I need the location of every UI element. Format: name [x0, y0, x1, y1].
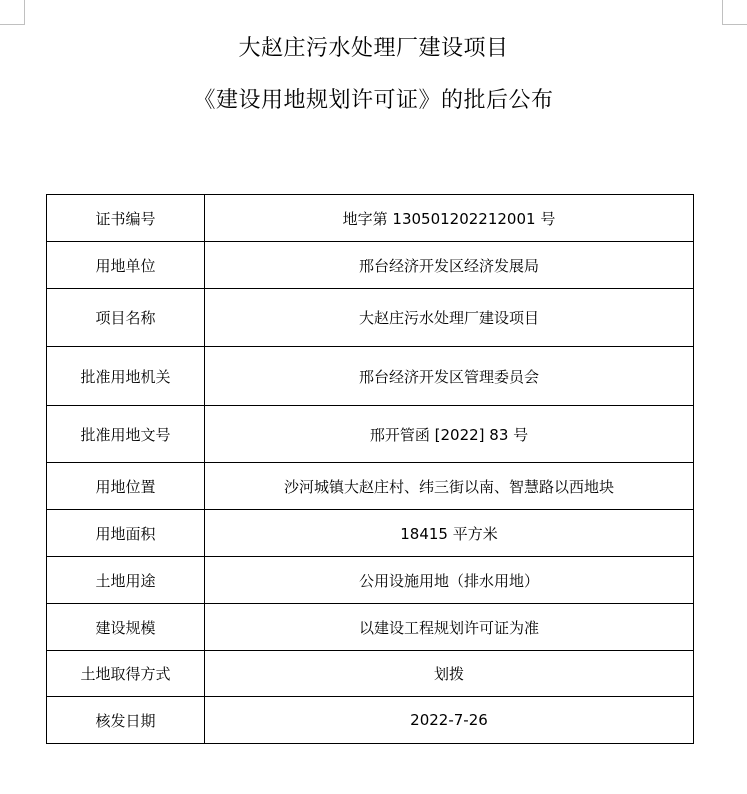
table-row-land-location [47, 463, 694, 510]
page-corner-mark-top-right [722, 0, 747, 25]
row-label: 用地面积 [47, 510, 205, 557]
row-label: 项目名称 [47, 289, 205, 347]
table-row-certificate-number [47, 195, 694, 242]
row-value: 邢台经济开发区管理委员会 [205, 347, 694, 406]
row-label: 用地单位 [47, 242, 205, 289]
table-row-issue-date [47, 697, 694, 744]
row-value: 公用设施用地（排水用地） [205, 557, 694, 604]
table-row-approving-authority [47, 347, 694, 406]
table-row-land-area [47, 510, 694, 557]
table-row-construction-scale [47, 604, 694, 651]
document-title-line-1: 大赵庄污水处理厂建设项目 [238, 36, 509, 61]
row-value: 以建设工程规划许可证为准 [205, 604, 694, 651]
row-label: 用地位置 [47, 463, 205, 510]
row-value: 划拨 [205, 651, 694, 697]
row-label: 批准用地文号 [47, 406, 205, 463]
row-value: 18415 平方米 [205, 510, 694, 557]
row-label: 证书编号 [47, 195, 205, 242]
row-value: 邢开管函 [2022] 83 号 [205, 406, 694, 463]
row-label: 建设规模 [47, 604, 205, 651]
row-value: 沙河城镇大赵庄村、纬三街以南、智慧路以西地块 [205, 463, 694, 510]
row-label: 核发日期 [47, 697, 205, 744]
table-row-approval-document-number [47, 406, 694, 463]
row-label: 批准用地机关 [47, 347, 205, 406]
row-label: 土地取得方式 [47, 651, 205, 697]
document-title-line-2: 《建设用地规划许可证》的批后公布 [193, 88, 554, 113]
row-value: 2022-7-26 [205, 697, 694, 744]
table-row-project-name [47, 289, 694, 347]
table-row-land-user [47, 242, 694, 289]
row-label: 土地用途 [47, 557, 205, 604]
page-corner-mark-top-left [0, 0, 25, 25]
table-row-land-use [47, 557, 694, 604]
table-row-acquisition-method [47, 651, 694, 697]
row-value: 地字第 130501202212001 号 [205, 195, 694, 242]
row-value: 大赵庄污水处理厂建设项目 [205, 289, 694, 347]
certificate-table [46, 194, 694, 744]
row-value: 邢台经济开发区经济发展局 [205, 242, 694, 289]
